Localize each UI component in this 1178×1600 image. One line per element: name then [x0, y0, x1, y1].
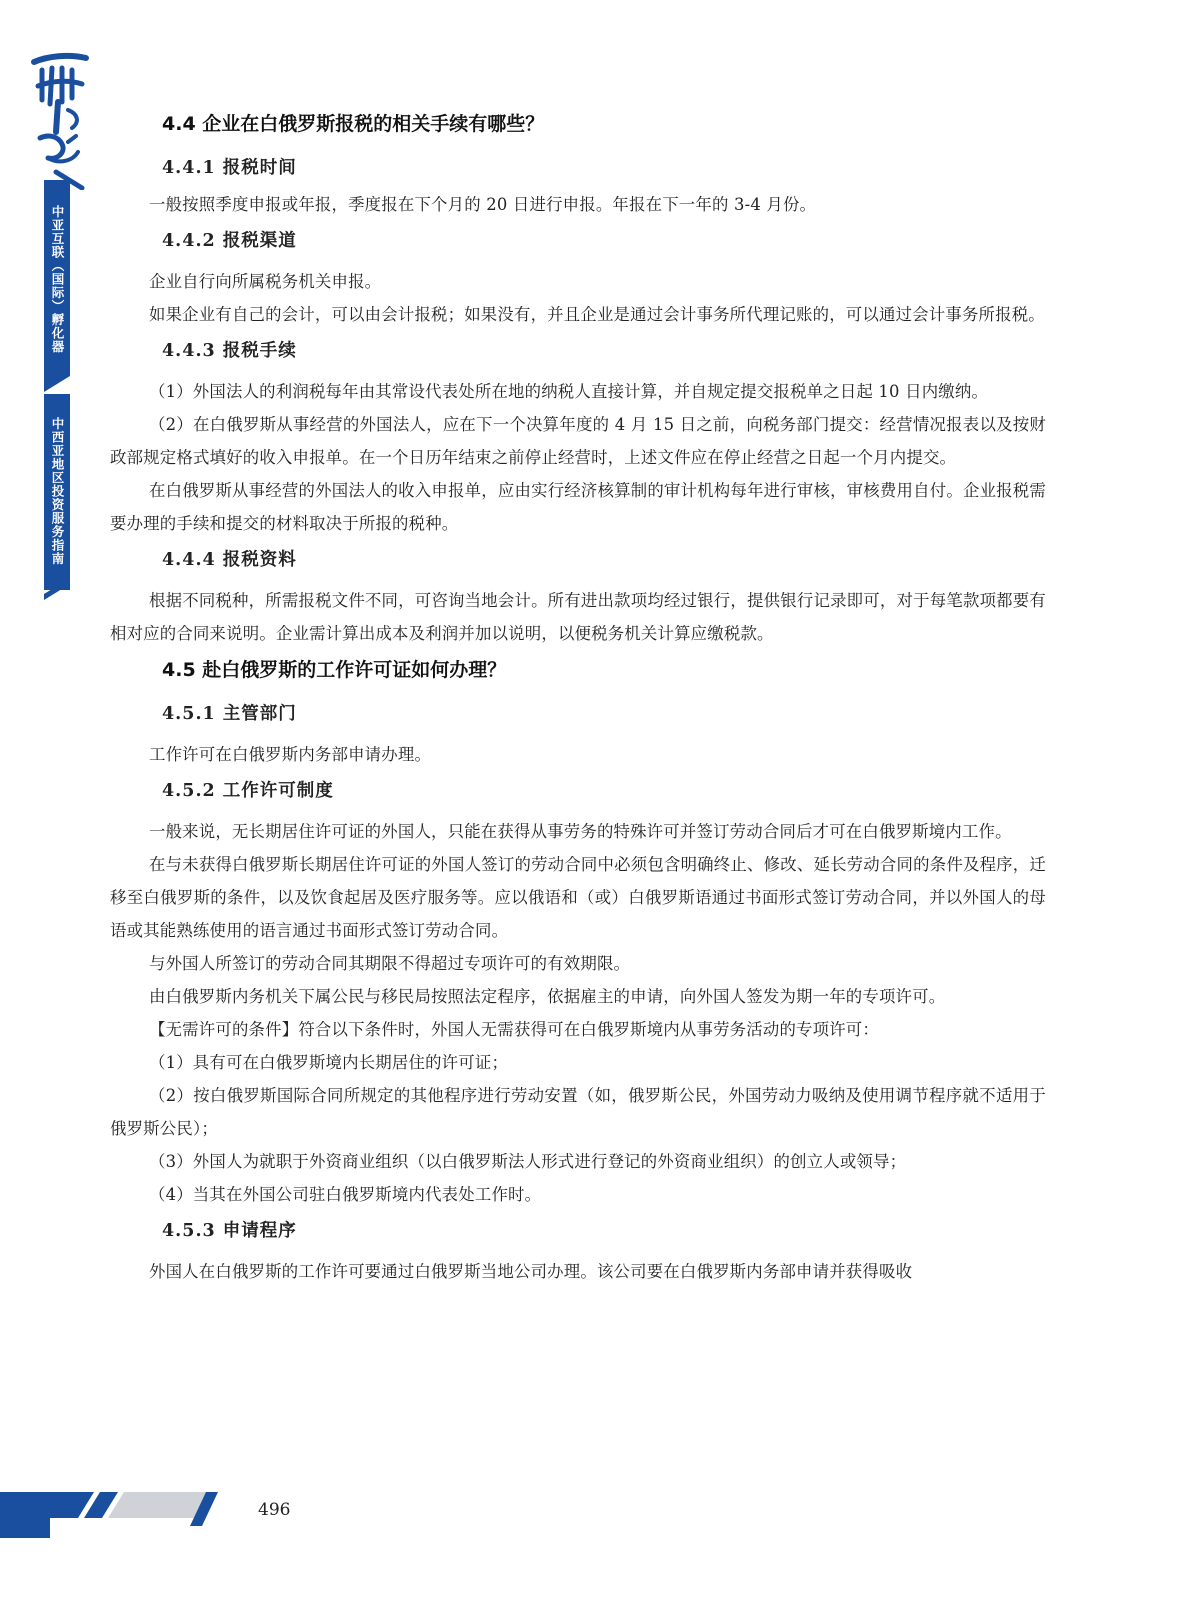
subsection-title-4-4-1: 4.4.1 报税时间: [162, 158, 297, 178]
org-name-vertical: 中亚互联（国际）孵化器: [50, 204, 65, 354]
paragraph: 外国人在白俄罗斯的工作许可要通过白俄罗斯当地公司办理。该公司要在白俄罗斯内务部申请并获得吸收: [149, 1262, 913, 1281]
paragraph: 与外国人所签订的劳动合同其期限不得超过专项许可的有效期限。: [149, 954, 631, 973]
paragraph: 工作许可在白俄罗斯内务部申请办理。: [149, 745, 432, 764]
band-separator-icon: [44, 370, 74, 396]
belt-road-logo-icon: [28, 40, 90, 190]
subsection-title-4-4-3: 4.4.3 报税手续: [162, 341, 297, 361]
subsection-title-4-4-2: 4.4.2 报税渠道: [162, 231, 297, 251]
section-title-4-5: 4.5 赴白俄罗斯的工作许可证如何办理？: [162, 659, 507, 681]
paragraph: 在白俄罗斯从事经营的外国法人的收入申报单，应由实行经济核算制的审计机构每年进行审核，审核费用自付。企业报税需要办理的手续和提交的材料取决于所报的税种。: [110, 481, 1046, 533]
subsection-title-4-5-2: 4.5.2 工作许可制度: [162, 781, 334, 801]
section-title-4-4: 4.4 企业在白俄罗斯报税的相关手续有哪些？: [162, 113, 545, 135]
list-item: （4）当其在外国公司驻白俄罗斯境内代表处工作时。: [149, 1185, 542, 1204]
subsection-title-4-5-3: 4.5.3 申请程序: [162, 1221, 297, 1241]
list-item: （2）按白俄罗斯国际合同所规定的其他程序进行劳动安置（如，俄罗斯公民，外国劳动力吸纳及使用调节程序就不适用于俄罗斯公民）；: [110, 1086, 1046, 1138]
paragraph: 企业自行向所属税务机关申报。: [149, 272, 382, 291]
list-item: （1）具有可在白俄罗斯境内长期居住的许可证；: [149, 1053, 509, 1072]
side-band: [44, 180, 72, 590]
footer-stripes-icon: [0, 1488, 260, 1538]
guide-name-vertical: 中西亚地区投资服务指南: [50, 416, 65, 566]
paragraph: （1）外国法人的利润税每年由其常设代表处所在地的纳税人直接计算，并自规定提交报税单之日起 10 日内缴纳。: [149, 382, 989, 401]
paragraph: 由白俄罗斯内务机关下属公民与移民局按照法定程序，依据雇主的申请，向外国人签发为期一年的专项许可。: [149, 987, 946, 1006]
paragraph: 一般来说，无长期居住许可证的外国人，只能在获得从事劳务的特殊许可并签订劳动合同后才可在白俄罗斯境内工作。: [149, 822, 1012, 841]
paragraph: 【无需许可的条件】符合以下条件时，外国人无需获得可在白俄罗斯境内从事劳务活动的专项许可：: [149, 1020, 879, 1039]
paragraph: 根据不同税种，所需报税文件不同，可咨询当地会计。所有进出款项均经过银行，提供银行记录即可，对于每笔款项都要有相对应的合同来说明。企业需计算出成本及利润并加以说明，以便税务机关计算应缴税款。: [110, 591, 1046, 643]
paragraph: 在与未获得白俄罗斯长期居住许可证的外国人签订的劳动合同中必须包含明确终止、修改、延长劳动合同的条件及程序，迁移至白俄罗斯的条件，以及饮食起居及医疗服务等。应以俄语和（或）白俄罗斯语通过书面形式签订劳动合同，并以外国人的母语或其能熟练使用的语言通过书面形式签订劳动合同。: [110, 855, 1046, 940]
paragraph: 一般按照季度申报或年报，季度报在下个月的 20 日进行申报。年报在下一年的 3-4 月份。: [149, 195, 817, 214]
main-content: [110, 104, 1046, 1288]
band-tail-icon: [44, 578, 74, 600]
list-item: （3）外国人为就职于外资商业组织（以白俄罗斯法人形式进行登记的外资商业组织）的创立人或领导；: [149, 1152, 907, 1171]
subsection-title-4-5-1: 4.5.1 主管部门: [162, 704, 297, 724]
paragraph: 如果企业有自己的会计，可以由会计报税；如果没有，并且企业是通过会计事务所代理记账的，可以通过会计事务所报税。: [149, 305, 1045, 324]
page-number: 496: [258, 1500, 291, 1520]
subsection-title-4-4-4: 4.4.4 报税资料: [162, 550, 297, 570]
paragraph: （2）在白俄罗斯从事经营的外国法人，应在下一个决算年度的 4 月 15 日之前，向税务部门提交：经营情况报表以及按财政部规定格式填好的收入申报单。在一个日历年结束之前停止经营时，上述文件应在停止经营之日起一个月内提交。: [110, 415, 1046, 467]
